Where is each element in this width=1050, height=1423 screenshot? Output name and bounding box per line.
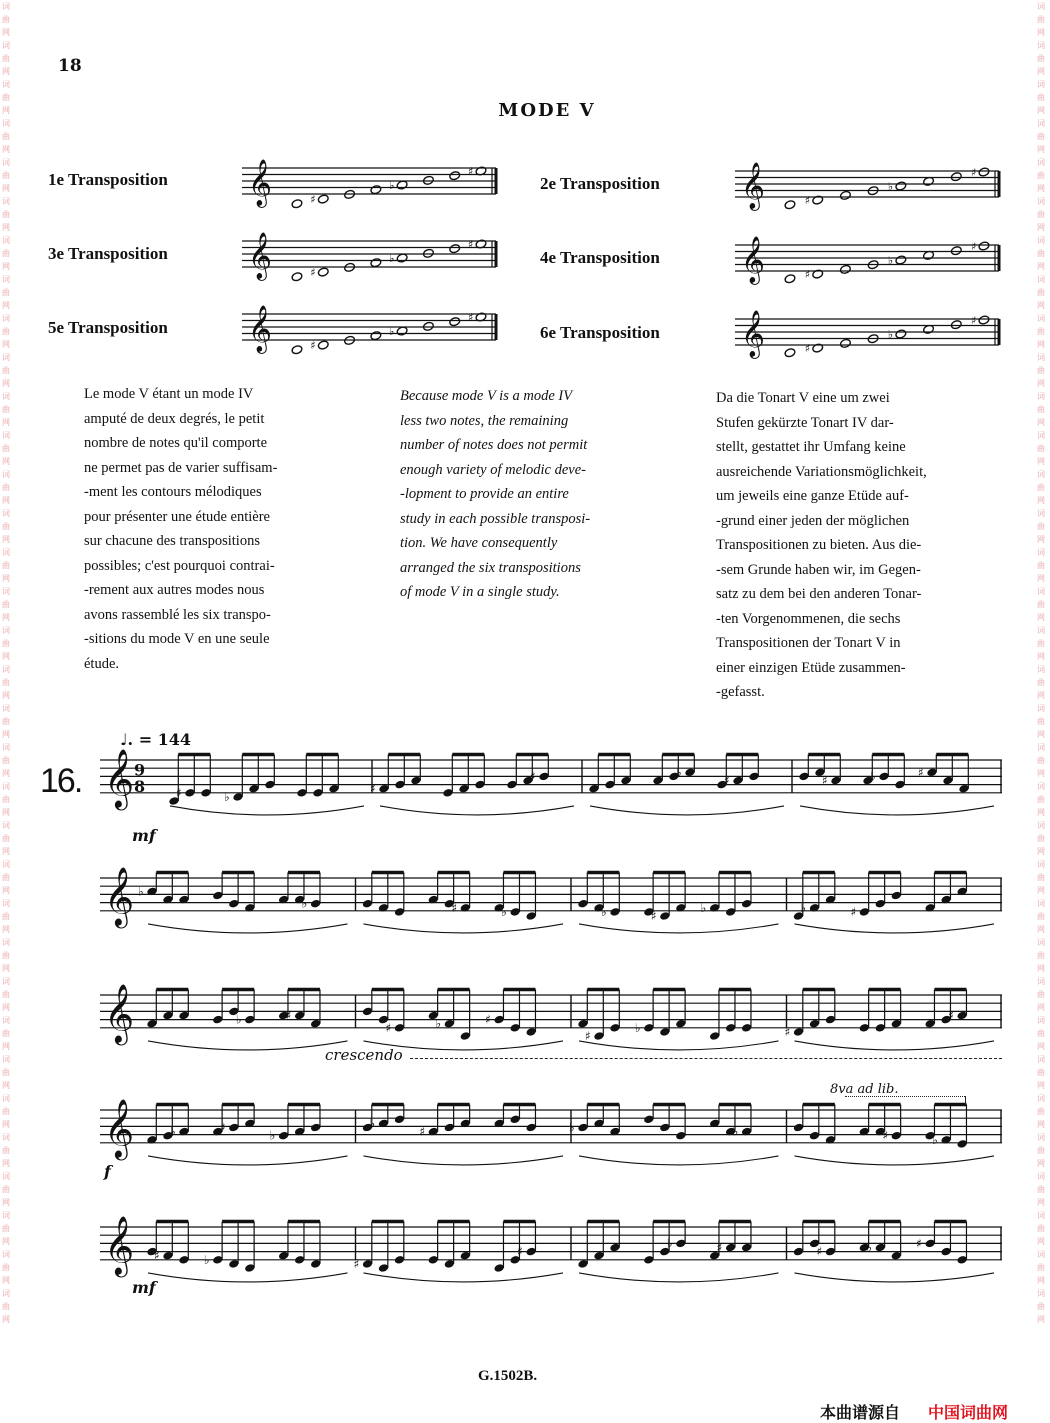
- side-watermark-right: 词曲网词曲网词曲网词曲网词曲网词曲网词曲网词曲网词曲网词曲网词曲网词曲网词曲网词曲网词曲网词曲网词曲网词曲网词曲网词曲网词曲网词曲网词曲网词曲网词曲网词曲网词曲网词曲网词曲网词曲网词曲网词曲网词曲网词曲网: [1037, 2, 1045, 1324]
- accidental-icon: ♯: [468, 164, 474, 178]
- accidental-icon: ♯: [822, 773, 828, 788]
- accidental-icon: ♯: [176, 785, 182, 800]
- accidental-icon: ♭: [501, 904, 507, 919]
- treble-clef-icon: 𝄞: [248, 158, 272, 206]
- ottava-marking: 8va ad lib.: [830, 1082, 899, 1097]
- accidental-icon: ♯: [219, 1120, 226, 1135]
- slur: [800, 806, 994, 815]
- accidental-icon: ♯: [468, 237, 474, 251]
- french-text-line: ne permet pas de varier suffisam-: [84, 459, 278, 476]
- french-text-line: nombre de notes qu'il comporte: [84, 435, 268, 451]
- dynamic-mf-2: mf: [132, 1278, 156, 1297]
- german-text-line: -grund einer jeden der möglichen: [716, 512, 910, 529]
- french-text-line: Le mode V étant un mode IV: [84, 386, 254, 402]
- french-text-line: -sitions du mode V en une seule: [84, 631, 270, 647]
- accidental-icon: ♯: [310, 339, 316, 353]
- watermark-site-name: 中国词曲网: [928, 1403, 1009, 1422]
- scale-note: [784, 274, 796, 284]
- scale-staff-6: [735, 311, 1005, 361]
- accidental-icon: ♭: [389, 252, 395, 266]
- accidental-icon: ♭: [666, 1236, 673, 1251]
- accidental-icon: ♯: [485, 1012, 491, 1027]
- scale-note: [422, 248, 434, 258]
- french-text: [84, 382, 277, 676]
- german-text-line: stellt, gestattet ihr Umfang keine: [716, 439, 906, 455]
- accidental-icon: ♭: [224, 789, 230, 804]
- slur: [795, 924, 995, 933]
- crescendo-dash-line: [410, 1058, 1002, 1059]
- transposition-label-4: 4e Transposition: [540, 248, 660, 267]
- treble-clef-icon: 𝄞: [104, 1215, 135, 1275]
- slur: [579, 1273, 779, 1282]
- english-text-line: of mode V in a single study.: [400, 584, 560, 600]
- scale-note: [950, 320, 962, 330]
- slur: [148, 1156, 348, 1165]
- scale-note: [839, 338, 851, 348]
- english-text-line: enough variety of melodic deve-: [400, 461, 587, 478]
- accidental-icon: ♯: [451, 900, 458, 915]
- accidental-icon: ♭: [601, 904, 607, 919]
- french-text-line: étude.: [84, 655, 120, 672]
- accidental-icon: ♭: [138, 884, 144, 899]
- music-staff-3: [100, 985, 1002, 1075]
- time-signature-bottom: 8: [134, 776, 146, 796]
- accidental-icon: ♯: [971, 313, 977, 327]
- music-staff-1: [100, 750, 1002, 840]
- accidental-icon: ♭: [269, 1128, 276, 1143]
- scale-staff-2: [735, 163, 1005, 213]
- slur: [795, 1156, 995, 1165]
- treble-clef-icon: 𝄞: [104, 866, 135, 926]
- transposition-label-5: 5e Transposition: [48, 318, 168, 337]
- watermark-source-text: 本曲谱源自: [820, 1403, 901, 1422]
- accidental-icon: ♭: [569, 1120, 575, 1135]
- accidental-icon: ♯: [353, 1256, 360, 1271]
- accidental-icon: ♯: [385, 1020, 392, 1035]
- scale-note: [895, 329, 907, 339]
- treble-clef-icon: 𝄞: [741, 309, 765, 357]
- accidental-icon: ♭: [634, 1020, 641, 1035]
- dynamic-f: f: [104, 1162, 111, 1181]
- scale-note: [370, 258, 382, 268]
- accidental-icon: ♯: [804, 268, 811, 282]
- german-text-line: ausreichende Variationsmöglichkeit,: [716, 463, 927, 480]
- accidental-icon: ♭: [887, 180, 894, 194]
- accidental-icon: ♯: [948, 1008, 954, 1023]
- german-text-line: Transpositionen der Tonart V in: [716, 635, 901, 651]
- accidental-icon: ♯: [804, 194, 811, 208]
- english-text: [400, 384, 590, 605]
- exercise-number: 16.: [40, 762, 82, 800]
- accidental-icon: ♯: [918, 765, 924, 780]
- slur: [380, 806, 574, 815]
- slur: [170, 806, 364, 815]
- scale-note: [784, 200, 796, 210]
- treble-clef-icon: 𝄞: [248, 231, 272, 279]
- scale-note: [291, 272, 303, 282]
- german-text-line: -ten Vorgenommenen, die sechs: [716, 610, 901, 627]
- accidental-icon: ♯: [585, 1029, 591, 1043]
- french-text-line: possibles; c'est pourquoi contrai-: [84, 557, 275, 574]
- dynamic-mf-1: mf: [132, 826, 156, 845]
- french-text-line: -ment les contours mélodiques: [84, 484, 262, 500]
- music-staff-5: [100, 1217, 1002, 1307]
- crescendo-marking: crescendo: [325, 1046, 403, 1064]
- accidental-icon: ♭: [389, 179, 395, 193]
- scale-note: [950, 172, 962, 182]
- french-text-line: amputé de deux degrés, le petit: [84, 410, 265, 427]
- scale-staff-5: [242, 306, 502, 356]
- time-signature-top: 9: [134, 760, 146, 780]
- slur: [148, 1041, 348, 1050]
- english-text-line: -lopment to provide an entire: [400, 486, 569, 502]
- german-text-line: -gefasst.: [716, 684, 765, 700]
- scale-note: [950, 246, 962, 256]
- scale-note: [978, 167, 990, 177]
- slur: [364, 924, 564, 933]
- french-text-line: avons rassemblé les six transpo-: [84, 606, 271, 623]
- accidental-icon: ♭: [800, 900, 807, 915]
- accidental-icon: ♯: [916, 1236, 922, 1251]
- accidental-icon: ♯: [804, 342, 811, 356]
- german-text-line: einer einzigen Etüde zusammen-: [716, 659, 906, 676]
- english-text-line: tion. We have consequently: [400, 535, 558, 551]
- accidental-icon: ♯: [419, 1124, 426, 1139]
- slur: [364, 1156, 564, 1165]
- scale-note: [422, 175, 434, 185]
- scale-note: [291, 199, 303, 209]
- treble-clef-icon: 𝄞: [741, 235, 765, 283]
- accidental-icon: ♭: [676, 765, 682, 780]
- slur: [795, 1041, 995, 1050]
- accidental-icon: ♯: [517, 1244, 523, 1259]
- accidental-icon: ♯: [310, 193, 316, 207]
- french-text-line: -rement aux autres modes nous: [84, 582, 265, 598]
- scale-note: [422, 321, 434, 331]
- ottava-line: [845, 1096, 965, 1097]
- treble-clef-icon: 𝄞: [248, 304, 272, 352]
- transposition-label-1: 1e Transposition: [48, 170, 168, 189]
- scale-note: [978, 315, 990, 325]
- french-text-line: pour présenter une étude entière: [84, 508, 270, 525]
- side-watermark-left: 词曲网词曲网词曲网词曲网词曲网词曲网词曲网词曲网词曲网词曲网词曲网词曲网词曲网词曲网词曲网词曲网词曲网词曲网词曲网词曲网词曲网词曲网词曲网词曲网词曲网词曲网词曲网词曲网词曲网词曲网词曲网词曲网词曲网词曲网: [2, 2, 10, 1324]
- scale-note: [449, 244, 461, 254]
- ottava-end-hook: [965, 1096, 966, 1104]
- treble-clef-icon: 𝄞: [104, 1098, 135, 1158]
- scale-note: [449, 317, 461, 327]
- slur: [148, 1273, 348, 1282]
- slur: [579, 1156, 779, 1165]
- accidental-icon: ♯: [816, 1244, 823, 1259]
- scale-note: [895, 181, 907, 191]
- accidental-icon: ♯: [370, 781, 376, 796]
- english-text-line: Because mode V is a mode IV: [400, 388, 573, 404]
- accidental-icon: ♯: [468, 310, 474, 324]
- music-staff-2: [100, 868, 1002, 958]
- scale-staff-3: [242, 233, 502, 283]
- treble-clef-icon: 𝄞: [741, 161, 765, 209]
- slur: [579, 924, 779, 933]
- scale-note: [317, 194, 329, 204]
- scale-note: [978, 241, 990, 251]
- accidental-icon: ♯: [850, 904, 857, 919]
- english-text-line: number of notes does not permit: [400, 437, 588, 453]
- accidental-icon: ♯: [650, 909, 657, 923]
- english-text-line: study in each possible transposi-: [400, 510, 591, 527]
- footer-catalog-code: G.1502B.: [478, 1368, 538, 1384]
- accidental-icon: ♯: [971, 165, 977, 179]
- accidental-icon: ♯: [724, 773, 730, 788]
- accidental-icon: ♯: [285, 1008, 292, 1023]
- german-text-line: um jeweils eine ganze Etüde auf-: [716, 488, 909, 504]
- accidental-icon: ♯: [971, 239, 977, 253]
- scale-staff-1: [242, 160, 502, 210]
- accidental-icon: ♯: [716, 1240, 723, 1255]
- slur: [579, 1041, 779, 1050]
- page-number: 18: [58, 56, 82, 76]
- french-text-line: sur chacune des transpositions: [84, 533, 260, 549]
- german-text-line: Da die Tonart V eine um zwei: [716, 390, 890, 406]
- tempo-marking: ♩. = 144: [120, 730, 192, 749]
- accidental-icon: ♭: [235, 1012, 242, 1027]
- german-text-line: Stufen gekürzte Tonart IV dar-: [716, 414, 894, 431]
- accidental-icon: ♯: [784, 1024, 791, 1039]
- treble-clef-icon: 𝄞: [104, 983, 135, 1043]
- accidental-icon: ♯: [530, 769, 536, 784]
- slur: [364, 1273, 564, 1282]
- accidental-icon: ♯: [154, 1248, 160, 1263]
- accidental-icon: ♭: [887, 328, 894, 342]
- scale-note: [370, 185, 382, 195]
- scale-note: [839, 190, 851, 200]
- accidental-icon: ♭: [932, 1132, 938, 1147]
- slur: [590, 806, 784, 815]
- accidental-icon: ♭: [887, 254, 894, 268]
- scale-note: [895, 255, 907, 265]
- accidental-icon: ♭: [203, 1252, 210, 1267]
- accidental-icon: ♭: [866, 1240, 873, 1255]
- slur: [795, 1273, 995, 1282]
- scale-note: [449, 171, 461, 181]
- accidental-icon: ♭: [435, 1016, 442, 1031]
- english-text-line: arranged the six transpositions: [400, 559, 581, 576]
- german-text: [716, 386, 927, 705]
- accidental-icon: ♯: [882, 1128, 889, 1143]
- german-text-line: satz zu dem bei den anderen Tonar-: [716, 586, 922, 602]
- scale-note: [317, 267, 329, 277]
- scale-note: [291, 345, 303, 355]
- accidental-icon: ♭: [389, 325, 395, 339]
- transposition-label-6: 6e Transposition: [540, 323, 660, 342]
- transposition-label-2: 2e Transposition: [540, 174, 660, 193]
- accidental-icon: ♭: [301, 896, 308, 911]
- german-text-line: Transpositionen zu bieten. Aus die-: [716, 537, 922, 553]
- accidental-icon: ♭: [369, 1116, 376, 1131]
- accidental-icon: ♭: [170, 1124, 176, 1139]
- scale-note: [839, 264, 851, 274]
- transposition-label-3: 3e Transposition: [48, 244, 168, 263]
- music-staff-4: [100, 1100, 1002, 1190]
- accidental-icon: ♭: [700, 900, 707, 915]
- scale-note: [370, 331, 382, 341]
- scale-note: [784, 348, 796, 358]
- treble-clef-icon: 𝄞: [104, 748, 135, 808]
- accidental-icon: ♯: [310, 266, 316, 280]
- scale-staff-4: [735, 237, 1005, 287]
- accidental-icon: ♭: [870, 769, 876, 784]
- slur: [148, 924, 348, 933]
- german-text-line: -sem Grunde haben wir, im Gegen-: [716, 561, 921, 578]
- page-title: MODE V: [498, 100, 596, 121]
- english-text-line: less two notes, the remaining: [400, 412, 569, 429]
- scale-note: [317, 340, 329, 350]
- accidental-icon: ♭: [732, 1124, 739, 1139]
